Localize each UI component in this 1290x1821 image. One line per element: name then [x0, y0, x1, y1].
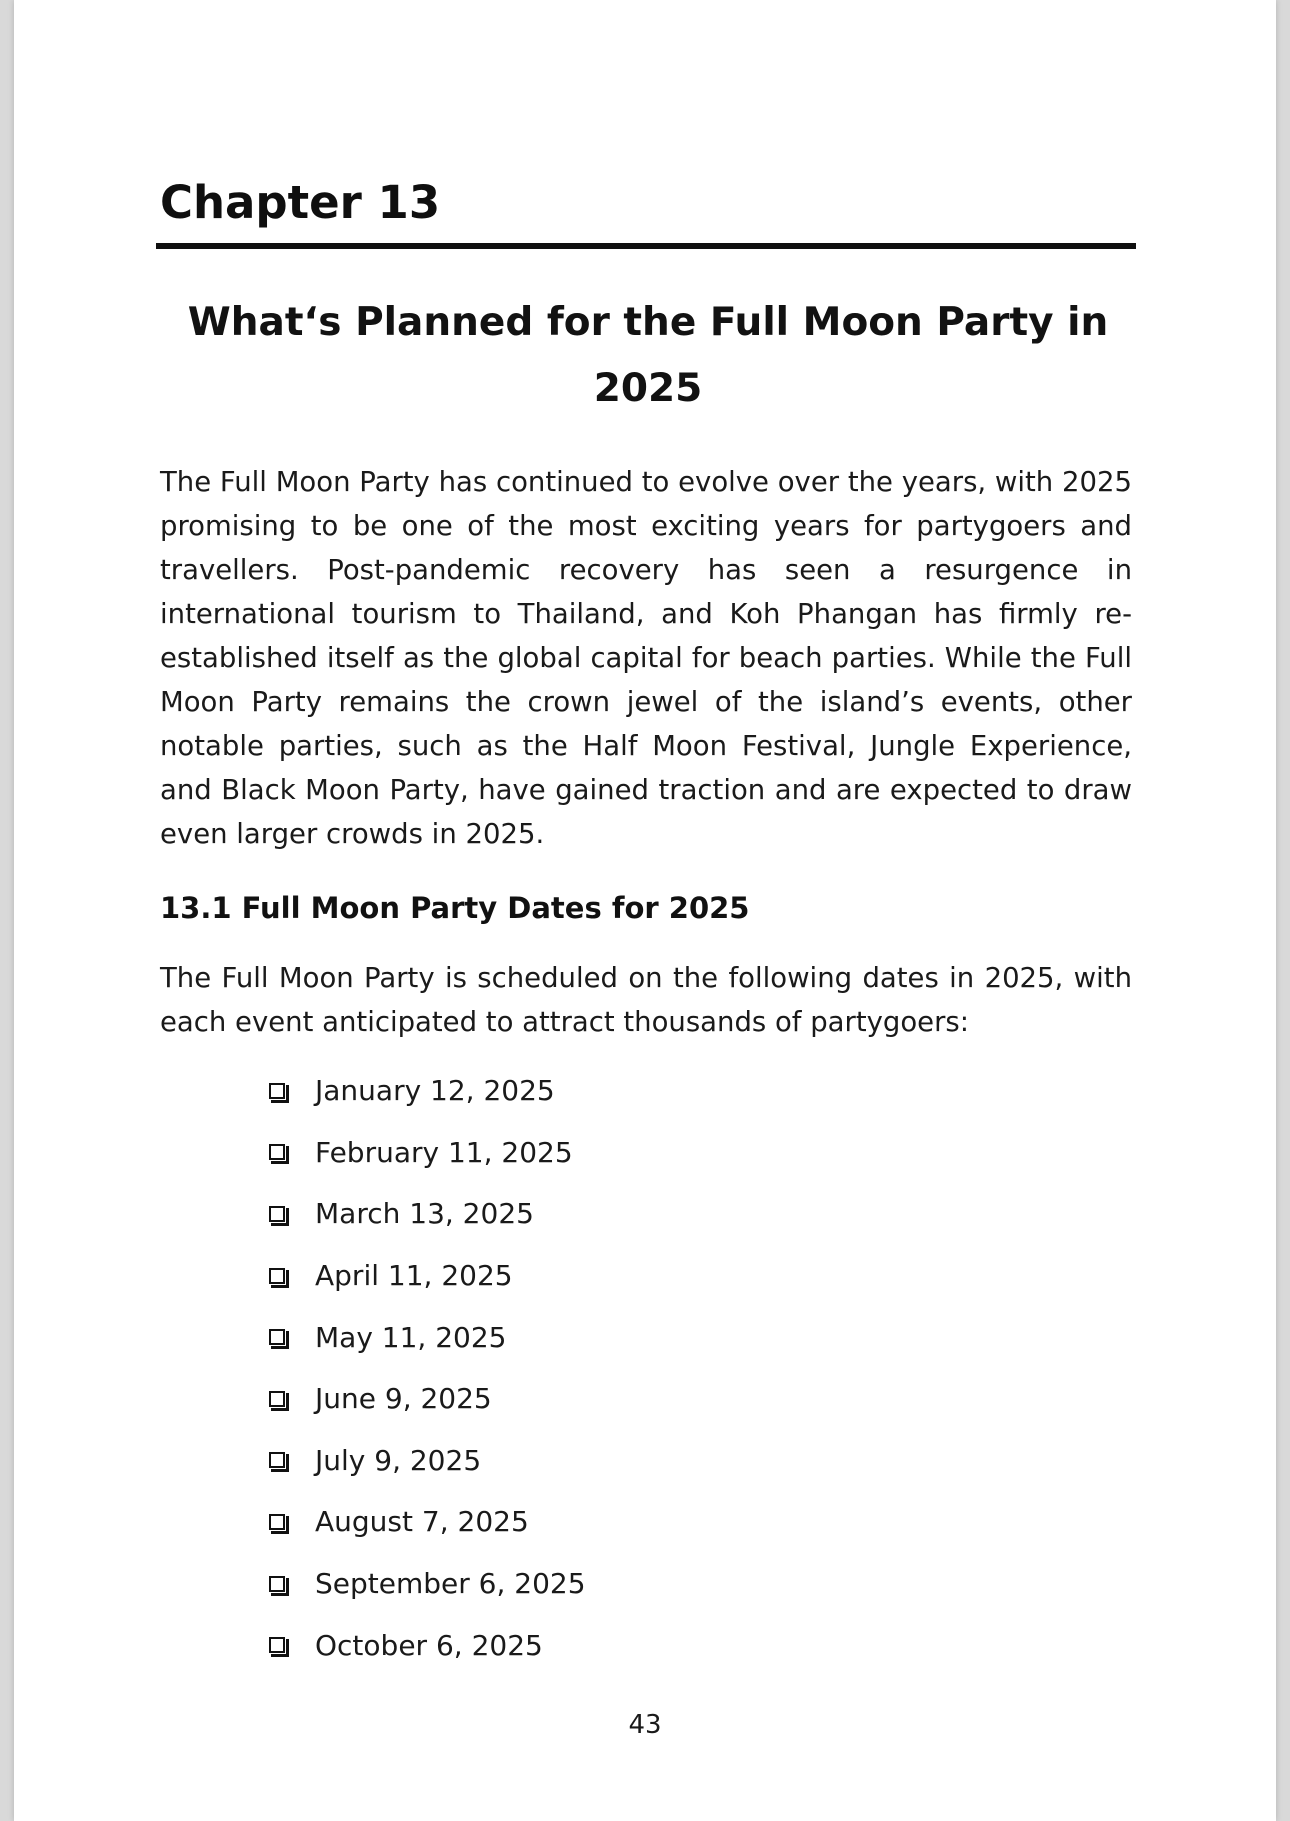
list-item — [254, 1368, 586, 1430]
list-item — [254, 1122, 586, 1184]
checkbox-bullet-icon — [269, 1329, 285, 1345]
list-item — [254, 1553, 586, 1615]
chapter-label: Chapter 13 — [160, 176, 441, 229]
checkbox-bullet-icon — [269, 1576, 285, 1592]
date-text: April 11, 2025 — [315, 1259, 513, 1293]
date-text: August 7, 2025 — [315, 1505, 529, 1539]
date-text: October 6, 2025 — [315, 1628, 543, 1662]
checkbox-bullet-icon — [269, 1144, 285, 1160]
chapter-divider — [156, 243, 1136, 249]
date-text: February 11, 2025 — [315, 1135, 573, 1169]
intro-paragraph: The Full Moon Party has continued to evolve over the years, with 2025 promising to be one of the most exciting years for partygoers and travellers. Post-pandemic recovery has seen a resurgence in international tourism to Thailand, and Koh Phangan has firmly re-established itself as the global capital for beach parties. While the Full Moon Party remains the crown jewel of the island’s events, other notable parties, such as the Half Moon Festival, Jungle Experience, and Black Moon Party, have gained traction and are expected to draw even larger crowds in 2025. — [160, 466, 1132, 850]
date-text: June 9, 2025 — [315, 1382, 492, 1416]
date-text: July 9, 2025 — [315, 1443, 482, 1477]
list-item — [254, 1491, 586, 1553]
checkbox-bullet-icon — [269, 1452, 285, 1468]
page-number: 43 — [628, 1710, 662, 1740]
checkbox-bullet-icon — [269, 1206, 285, 1222]
list-item — [254, 1306, 586, 1368]
list-item — [254, 1245, 586, 1307]
checkbox-bullet-icon — [269, 1637, 285, 1653]
list-item — [254, 1430, 586, 1492]
checkbox-bullet-icon — [269, 1083, 285, 1099]
section-heading: 13.1 Full Moon Party Dates for 2025 — [160, 891, 750, 925]
section-paragraph: The Full Moon Party is scheduled on the following dates in 2025, with each event anticipated to attract thousands of partygoers: — [160, 962, 1132, 1038]
list-item — [254, 1060, 586, 1122]
date-list — [254, 1060, 586, 1676]
checkbox-bullet-icon — [269, 1514, 285, 1530]
date-text: March 13, 2025 — [315, 1197, 534, 1231]
checkbox-bullet-icon — [269, 1391, 285, 1407]
document-page — [14, 0, 1276, 1821]
checkbox-bullet-icon — [269, 1268, 285, 1284]
date-text: January 12, 2025 — [315, 1074, 555, 1108]
chapter-title: What‘s Planned for the Full Moon Party in 2025 — [187, 300, 1109, 411]
date-text: May 11, 2025 — [315, 1320, 507, 1354]
list-item — [254, 1183, 586, 1245]
date-text: September 6, 2025 — [315, 1567, 586, 1601]
list-item — [254, 1614, 586, 1676]
